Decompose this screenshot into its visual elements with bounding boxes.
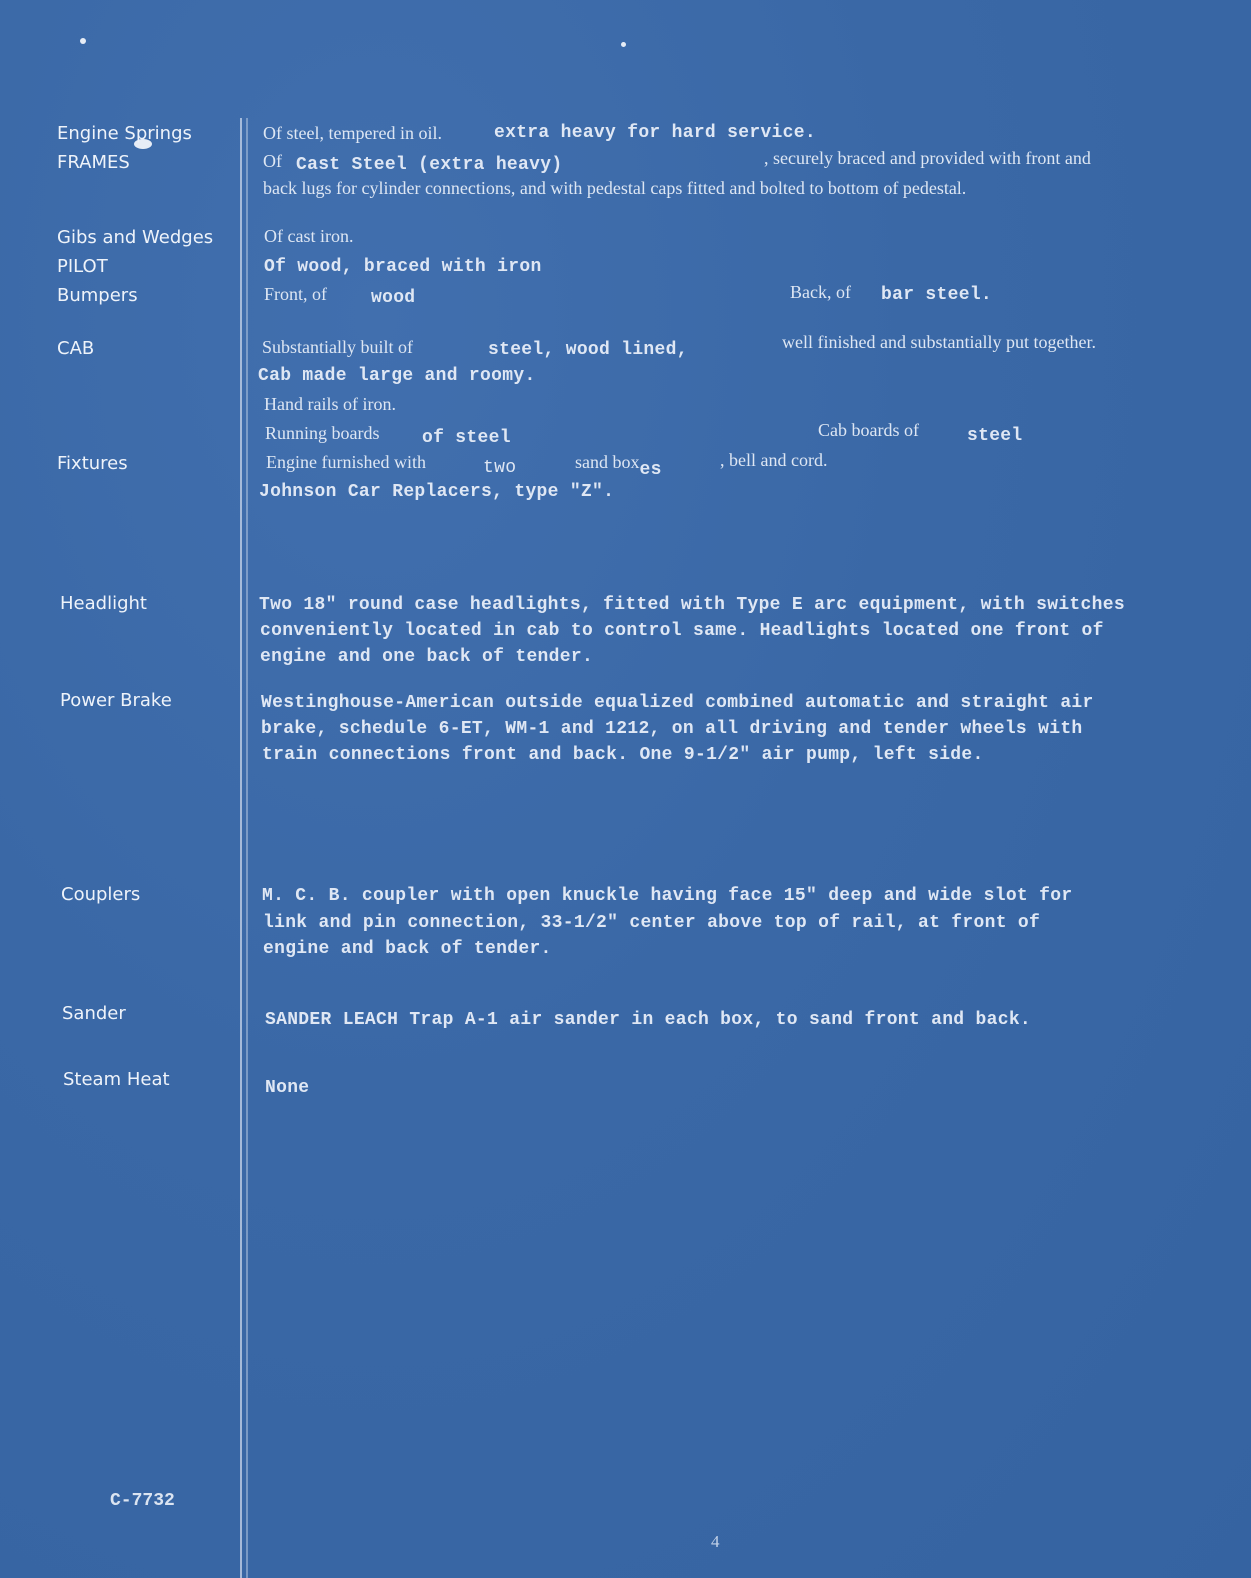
couplers-line1: M. C. B. coupler with open knuckle having face 15" deep and wide slot for	[262, 886, 1073, 906]
label-gibs-wedges: Gibs and Wedges	[57, 227, 214, 248]
label-fixtures: Fixtures	[57, 453, 128, 474]
brake-line2: brake, schedule 6-ET, WM-1 and 1212, on all driving and tender wheels with	[261, 719, 1083, 739]
punch-hole	[80, 38, 86, 44]
column-divider	[246, 118, 248, 1578]
column-divider	[240, 118, 242, 1578]
fixtures-printed-sand: sand boxes	[575, 452, 662, 480]
headlight-line3: engine and one back of tender.	[260, 647, 594, 667]
fixtures-printed-bell: , bell and cord.	[720, 450, 828, 470]
label-bumpers: Bumpers	[57, 285, 138, 306]
document-number: C-7732	[110, 1491, 175, 1511]
page-number: 4	[711, 1532, 720, 1551]
bumpers-front-printed: Front, of	[264, 284, 327, 304]
label-sander: Sander	[62, 1003, 126, 1024]
cab-printed-rails: Hand rails of iron.	[264, 394, 396, 414]
headlight-line1: Two 18" round case headlights, fitted with Type E arc equipment, with switches	[259, 595, 1125, 615]
springs-typed: extra heavy for hard service.	[494, 123, 816, 143]
fixtures-typed-replacers: Johnson Car Replacers, type "Z".	[259, 482, 615, 502]
frames-printed-line1: , securely braced and provided with front and	[764, 148, 1091, 168]
fixtures-typed-count: two	[483, 458, 517, 478]
bumpers-back-printed: Back, of	[790, 282, 851, 302]
frames-typed: Cast Steel (extra heavy)	[296, 155, 563, 175]
cab-typed-roomy: Cab made large and roomy.	[258, 366, 536, 386]
label-headlight: Headlight	[60, 593, 147, 614]
frames-printed-line2: back lugs for cylinder connections, and with pedestal caps fitted and bolted to bottom of pedestal.	[263, 178, 967, 198]
cab-printed-finish: well finished and substantially put together.	[782, 332, 1096, 352]
fixtures-typed-es: es	[639, 460, 662, 480]
gibs-printed: Of cast iron.	[264, 226, 354, 246]
label-power-brake: Power Brake	[60, 690, 172, 711]
cab-typed-running: of steel	[422, 428, 511, 448]
fixtures-printed-engine: Engine furnished with	[266, 452, 426, 472]
springs-printed: Of steel, tempered in oil.	[263, 123, 442, 143]
label-cab: CAB	[57, 338, 95, 359]
brake-line3: train connections front and back. One 9-1/2" air pump, left side.	[262, 745, 984, 765]
label-engine-springs: Engine Springs	[57, 123, 192, 144]
label-frames: FRAMES	[57, 152, 130, 173]
frames-of: Of	[263, 151, 282, 171]
label-steam-heat: Steam Heat	[63, 1069, 170, 1090]
couplers-line2: link and pin connection, 33-1/2" center above top of rail, at front of	[263, 913, 1041, 933]
cab-printed-built: Substantially built of	[262, 337, 413, 357]
cab-typed-cab-boards: steel	[967, 426, 1023, 446]
cab-printed-running: Running boards	[265, 423, 380, 443]
cab-printed-cab-boards: Cab boards of	[818, 420, 919, 440]
sander-line1: SANDER LEACH Trap A-1 air sander in each box, to sand front and back.	[265, 1010, 1032, 1030]
label-pilot: PILOT	[57, 256, 108, 277]
bumpers-back-typed: bar steel.	[881, 285, 993, 305]
steam-heat-line1: None	[265, 1078, 310, 1098]
bumpers-front-typed: wood	[371, 288, 416, 308]
punch-hole	[621, 42, 626, 47]
label-couplers: Couplers	[61, 884, 141, 905]
headlight-line2: conveniently located in cab to control same. Headlights located one front of	[260, 621, 1104, 641]
couplers-line3: engine and back of tender.	[263, 939, 552, 959]
pilot-typed: Of wood, braced with iron	[264, 257, 542, 277]
cab-typed-material: steel, wood lined,	[488, 340, 688, 360]
brake-line1: Westinghouse-American outside equalized combined automatic and straight air	[261, 693, 1094, 713]
